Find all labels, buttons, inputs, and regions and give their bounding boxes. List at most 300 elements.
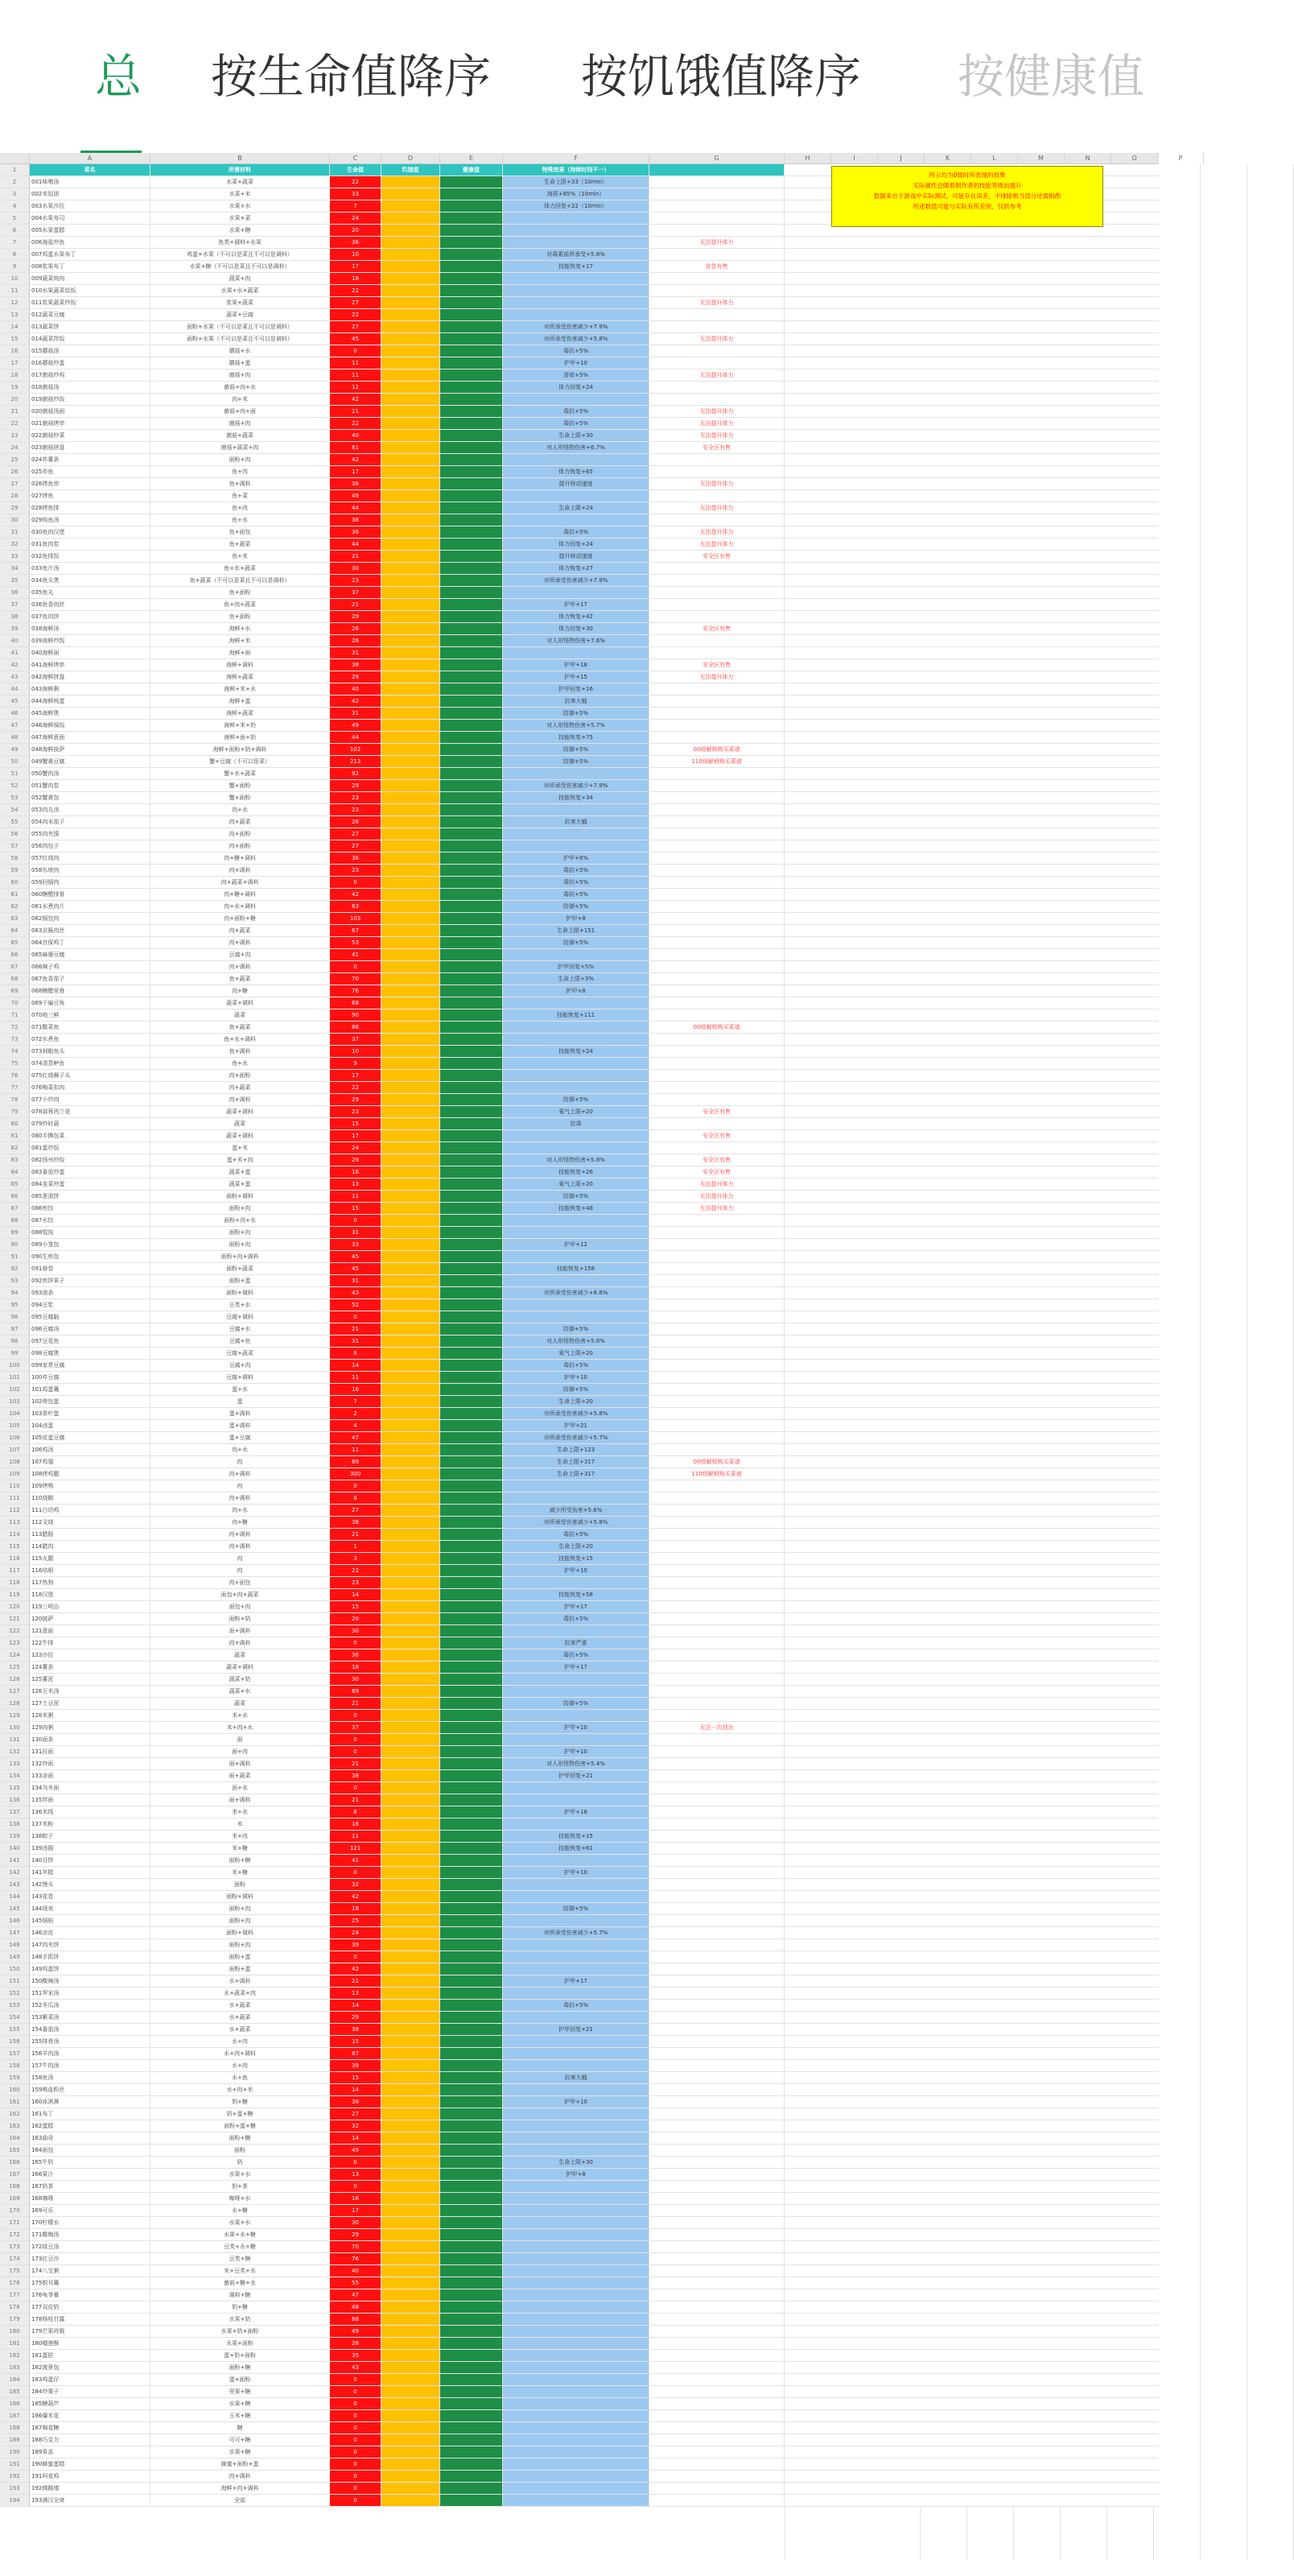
hunger-cell[interactable] xyxy=(381,1118,440,1130)
row-number[interactable]: 182 xyxy=(0,2350,30,2362)
dish-name-cell[interactable]: 174八宝粥 xyxy=(30,2265,150,2277)
health-cell[interactable] xyxy=(440,2096,503,2108)
row-number[interactable]: 83 xyxy=(0,1154,30,1166)
note-cell[interactable] xyxy=(649,1625,785,1637)
row-number[interactable]: 11 xyxy=(0,285,30,297)
dish-name-cell[interactable]: 072水煮鱼 xyxy=(30,1034,150,1046)
dish-name-cell[interactable]: 005水果蛋糕 xyxy=(30,225,150,237)
hp-cell[interactable]: 0 xyxy=(330,2434,381,2446)
hunger-cell[interactable] xyxy=(381,792,440,804)
note-cell[interactable]: 无法提升体力 xyxy=(649,297,785,309)
health-cell[interactable] xyxy=(440,454,503,466)
hp-cell[interactable]: 0 xyxy=(330,2446,381,2458)
note-cell[interactable] xyxy=(649,1263,785,1275)
ingredients-cell[interactable]: 水果+水 xyxy=(150,200,330,213)
row-number[interactable]: 48 xyxy=(0,732,30,744)
ingredients-cell[interactable]: 海鲜+米 xyxy=(150,635,330,647)
empty-cell[interactable] xyxy=(785,1794,1159,1806)
effect-cell[interactable] xyxy=(503,1855,649,1867)
hp-cell[interactable]: 31 xyxy=(330,647,381,659)
empty-cell[interactable] xyxy=(785,683,1159,696)
ingredients-cell[interactable]: 菌菇+肉 xyxy=(150,418,330,430)
hp-cell[interactable]: 24 xyxy=(330,1142,381,1154)
row-number[interactable]: 90 xyxy=(0,1239,30,1251)
hunger-cell[interactable] xyxy=(381,2193,440,2205)
note-cell[interactable]: 无法提升体力 xyxy=(649,237,785,249)
note-cell[interactable] xyxy=(649,792,785,804)
ingredients-cell[interactable]: 水果+菜 xyxy=(150,213,330,225)
effect-cell[interactable]: 对所承受伤害减少+7.9% xyxy=(503,575,649,587)
empty-cell[interactable] xyxy=(785,2362,1159,2374)
effect-cell[interactable]: 防御+5% xyxy=(503,1384,649,1396)
row-number[interactable]: 117 xyxy=(0,1565,30,1577)
empty-cell[interactable] xyxy=(785,1166,1159,1179)
hp-cell[interactable]: 45 xyxy=(330,333,381,345)
hp-cell[interactable]: 76 xyxy=(330,985,381,997)
note-cell[interactable] xyxy=(649,587,785,599)
empty-cell[interactable] xyxy=(785,2024,1159,2036)
empty-cell[interactable] xyxy=(785,973,1159,985)
ingredients-cell[interactable]: 面粉+肉 xyxy=(150,1939,330,1951)
hunger-cell[interactable] xyxy=(381,2483,440,2495)
dish-name-cell[interactable]: 083番茄炒蛋 xyxy=(30,1166,150,1179)
effect-cell[interactable]: 体力恢复+27 xyxy=(503,563,649,575)
note-cell[interactable] xyxy=(649,309,785,321)
ingredients-cell[interactable]: 蔬菜+肉 xyxy=(150,273,330,285)
dish-name-cell[interactable]: 053肉丸汤 xyxy=(30,804,150,816)
dish-name-cell[interactable]: 110烧鹅 xyxy=(30,1492,150,1505)
hp-cell[interactable]: 43 xyxy=(330,2362,381,2374)
hunger-cell[interactable] xyxy=(381,2422,440,2434)
column-letter[interactable]: A xyxy=(30,153,150,164)
hp-cell[interactable]: 47 xyxy=(330,1432,381,1444)
ingredients-cell[interactable]: 蛋+面粉 xyxy=(150,2374,330,2386)
ingredients-cell[interactable]: 蔬菜+豆腐 xyxy=(150,309,330,321)
column-letter[interactable]: J xyxy=(878,153,925,164)
row-number[interactable]: 136 xyxy=(0,1794,30,1806)
note-cell[interactable] xyxy=(649,2193,785,2205)
row-number[interactable]: 179 xyxy=(0,2314,30,2326)
hp-cell[interactable]: 0 xyxy=(330,345,381,357)
hp-cell[interactable]: 21 xyxy=(330,1698,381,1710)
hp-cell[interactable]: 27 xyxy=(330,828,381,840)
effect-cell[interactable] xyxy=(503,2229,649,2241)
note-cell[interactable] xyxy=(649,382,785,394)
health-cell[interactable] xyxy=(440,502,503,514)
effect-cell[interactable]: 体力回复+30 xyxy=(503,623,649,635)
dish-name-cell[interactable]: 006海盐炒鱼 xyxy=(30,237,150,249)
effect-cell[interactable]: 防御+5% xyxy=(503,708,649,720)
note-cell[interactable] xyxy=(649,2338,785,2350)
hp-cell[interactable]: 39 xyxy=(330,1939,381,1951)
note-cell[interactable] xyxy=(649,683,785,696)
empty-cell[interactable] xyxy=(785,1903,1159,1915)
effect-cell[interactable]: 生命上限+3% xyxy=(503,973,649,985)
empty-cell[interactable] xyxy=(785,2084,1159,2096)
ingredients-cell[interactable]: 蜂蜜+面粉+蛋 xyxy=(150,2458,330,2471)
empty-cell[interactable] xyxy=(785,611,1159,623)
hp-cell[interactable]: 29 xyxy=(330,1094,381,1106)
dish-name-cell[interactable]: 013蔬菜饼 xyxy=(30,321,150,333)
ingredients-cell[interactable]: 肉+水 xyxy=(150,1444,330,1456)
dish-name-cell[interactable]: 109烤鸭 xyxy=(30,1480,150,1492)
health-cell[interactable] xyxy=(440,1444,503,1456)
effect-cell[interactable]: 体力恢复+65 xyxy=(503,466,649,478)
hunger-cell[interactable] xyxy=(381,261,440,273)
health-cell[interactable] xyxy=(440,804,503,816)
note-cell[interactable] xyxy=(649,2241,785,2253)
hunger-cell[interactable] xyxy=(381,2471,440,2483)
effect-cell[interactable]: 毒抗+5% xyxy=(503,406,649,418)
empty-cell[interactable] xyxy=(785,1517,1159,1529)
ingredients-cell[interactable]: 水果+水+蔬菜 xyxy=(150,285,330,297)
ingredients-cell[interactable]: 所需材料 xyxy=(150,164,330,176)
health-cell[interactable]: 健康值 xyxy=(440,164,503,176)
note-cell[interactable] xyxy=(649,828,785,840)
dish-name-cell[interactable]: 133凉面 xyxy=(30,1770,150,1782)
health-cell[interactable] xyxy=(440,985,503,997)
empty-cell[interactable] xyxy=(785,1058,1159,1070)
empty-cell[interactable] xyxy=(785,1951,1159,1963)
row-number[interactable]: 18 xyxy=(0,369,30,382)
hp-cell[interactable]: 22 xyxy=(330,1082,381,1094)
health-cell[interactable] xyxy=(440,2277,503,2289)
row-number[interactable]: 115 xyxy=(0,1541,30,1553)
dish-name-cell[interactable]: 182菠萝包 xyxy=(30,2362,150,2374)
ingredients-cell[interactable]: 面粉+肉 xyxy=(150,1903,330,1915)
note-cell[interactable]: 110级解锁购买菜谱 xyxy=(649,1468,785,1480)
ingredients-cell[interactable]: 海鲜+蔬菜 xyxy=(150,671,330,683)
note-cell[interactable] xyxy=(649,1505,785,1517)
effect-cell[interactable] xyxy=(503,1710,649,1722)
empty-cell[interactable] xyxy=(785,1553,1159,1565)
ingredients-cell[interactable]: 蟹+面粉 xyxy=(150,780,330,792)
health-cell[interactable] xyxy=(440,1094,503,1106)
row-number[interactable]: 155 xyxy=(0,2024,30,2036)
hunger-cell[interactable] xyxy=(381,1444,440,1456)
health-cell[interactable] xyxy=(440,273,503,285)
hp-cell[interactable]: 1 xyxy=(330,1541,381,1553)
ingredients-cell[interactable]: 鱼+调料 xyxy=(150,478,330,490)
note-cell[interactable] xyxy=(649,1480,785,1492)
hp-cell[interactable]: 26 xyxy=(330,623,381,635)
health-cell[interactable] xyxy=(440,213,503,225)
ingredients-cell[interactable]: 水+蔬菜 xyxy=(150,2024,330,2036)
dish-name-cell[interactable]: 191叫花鸡 xyxy=(30,2471,150,2483)
effect-cell[interactable] xyxy=(503,2374,649,2386)
row-number[interactable]: 53 xyxy=(0,792,30,804)
hp-cell[interactable]: 16 xyxy=(330,1818,381,1831)
hunger-cell[interactable] xyxy=(381,382,440,394)
effect-cell[interactable]: 食欲+5% xyxy=(503,369,649,382)
health-cell[interactable] xyxy=(440,1022,503,1034)
effect-cell[interactable]: 体力回复+24 xyxy=(503,382,649,394)
ingredients-cell[interactable]: 蔬菜 xyxy=(150,1118,330,1130)
effect-cell[interactable]: 氧气上限+20 xyxy=(503,1348,649,1360)
health-cell[interactable] xyxy=(440,526,503,539)
health-cell[interactable] xyxy=(440,949,503,961)
note-cell[interactable] xyxy=(649,1058,785,1070)
health-cell[interactable] xyxy=(440,200,503,213)
dish-name-cell[interactable]: 048海鲜披萨 xyxy=(30,744,150,756)
empty-cell[interactable] xyxy=(785,2301,1159,2314)
ingredients-cell[interactable]: 米+糖 xyxy=(150,1867,330,1879)
row-number[interactable]: 77 xyxy=(0,1082,30,1094)
row-number[interactable]: 170 xyxy=(0,2205,30,2217)
ingredients-cell[interactable]: 水+蔬菜 xyxy=(150,2000,330,2012)
health-cell[interactable] xyxy=(440,249,503,261)
health-cell[interactable] xyxy=(440,1589,503,1601)
hp-cell[interactable]: 12 xyxy=(330,382,381,394)
effect-cell[interactable] xyxy=(503,949,649,961)
row-number[interactable]: 114 xyxy=(0,1529,30,1541)
health-cell[interactable] xyxy=(440,2338,503,2350)
ingredients-cell[interactable]: 全部 xyxy=(150,2495,330,2507)
hp-cell[interactable]: 7 xyxy=(330,200,381,213)
note-cell[interactable] xyxy=(649,1601,785,1613)
empty-cell[interactable] xyxy=(785,623,1159,635)
hunger-cell[interactable] xyxy=(381,1420,440,1432)
ingredients-cell[interactable]: 肉+面粉 xyxy=(150,828,330,840)
effect-cell[interactable] xyxy=(503,2132,649,2145)
dish-name-cell[interactable]: 144烧卖 xyxy=(30,1903,150,1915)
dish-name-cell[interactable]: 142馒头 xyxy=(30,1879,150,1891)
hp-cell[interactable]: 87 xyxy=(330,2048,381,2060)
hunger-cell[interactable] xyxy=(381,2374,440,2386)
dish-name-cell[interactable]: 027烤鱼 xyxy=(30,490,150,502)
effect-cell[interactable]: 生命上限+20 xyxy=(503,1541,649,1553)
row-number[interactable]: 141 xyxy=(0,1855,30,1867)
health-cell[interactable] xyxy=(440,2434,503,2446)
empty-cell[interactable] xyxy=(785,285,1159,297)
hp-cell[interactable]: 44 xyxy=(330,539,381,551)
hp-cell[interactable]: 14 xyxy=(330,2000,381,2012)
hp-cell[interactable]: 8 xyxy=(330,1492,381,1505)
note-cell[interactable] xyxy=(649,2483,785,2495)
note-cell[interactable] xyxy=(649,1698,785,1710)
hunger-cell[interactable] xyxy=(381,2132,440,2145)
effect-cell[interactable]: 护甲+17 xyxy=(503,1662,649,1674)
empty-cell[interactable] xyxy=(785,345,1159,357)
dish-name-cell[interactable]: 101鸡蛋羹 xyxy=(30,1384,150,1396)
effect-cell[interactable] xyxy=(503,828,649,840)
hunger-cell[interactable] xyxy=(381,611,440,623)
hp-cell[interactable]: 55 xyxy=(330,2277,381,2289)
tab-sort-by-health[interactable]: 按健康值 xyxy=(958,49,1145,104)
dish-name-cell[interactable]: 184炒栗子 xyxy=(30,2386,150,2398)
row-number[interactable]: 169 xyxy=(0,2193,30,2205)
health-cell[interactable] xyxy=(440,2422,503,2434)
hunger-cell[interactable] xyxy=(381,249,440,261)
dish-name-cell[interactable]: 106鸡汤 xyxy=(30,1444,150,1456)
dish-name-cell[interactable]: 128米粥 xyxy=(30,1710,150,1722)
empty-cell[interactable] xyxy=(785,1323,1159,1335)
health-cell[interactable] xyxy=(440,1384,503,1396)
health-cell[interactable] xyxy=(440,901,503,913)
health-cell[interactable] xyxy=(440,1649,503,1662)
ingredients-cell[interactable]: 肉+调料 xyxy=(150,865,330,877)
dish-name-cell[interactable]: 179芒果班戟 xyxy=(30,2326,150,2338)
row-number[interactable]: 81 xyxy=(0,1130,30,1142)
ingredients-cell[interactable]: 水果+糖 xyxy=(150,2446,330,2458)
row-number[interactable]: 98 xyxy=(0,1335,30,1348)
hp-cell[interactable]: 0 xyxy=(330,961,381,973)
hp-cell[interactable]: 0 xyxy=(330,1480,381,1492)
hp-cell[interactable]: 42 xyxy=(330,1891,381,1903)
effect-cell[interactable]: 技能恢复+75 xyxy=(503,732,649,744)
health-cell[interactable] xyxy=(440,345,503,357)
effect-cell[interactable] xyxy=(503,2338,649,2350)
hunger-cell[interactable] xyxy=(381,2362,440,2374)
ingredients-cell[interactable]: 水+肉+米 xyxy=(150,2084,330,2096)
effect-cell[interactable]: 对人形怪物伤害+5.6% xyxy=(503,1335,649,1348)
row-number[interactable]: 120 xyxy=(0,1601,30,1613)
hunger-cell[interactable] xyxy=(381,2410,440,2422)
effect-cell[interactable]: 对人形怪物伤害+6.7% xyxy=(503,442,649,454)
hunger-cell[interactable] xyxy=(381,1034,440,1046)
health-cell[interactable] xyxy=(440,1963,503,1975)
effect-cell[interactable]: 对所承受伤害减少+5.7% xyxy=(503,1432,649,1444)
effect-cell[interactable]: 生命上限+151 xyxy=(503,925,649,937)
hp-cell[interactable]: 36 xyxy=(330,526,381,539)
empty-cell[interactable] xyxy=(785,901,1159,913)
ingredients-cell[interactable]: 鱼+水+蔬菜 xyxy=(150,563,330,575)
row-number[interactable]: 8 xyxy=(0,249,30,261)
dish-name-cell[interactable]: 079炒时蔬 xyxy=(30,1118,150,1130)
hunger-cell[interactable] xyxy=(381,2458,440,2471)
dish-name-cell[interactable]: 052蟹黄包 xyxy=(30,792,150,804)
hunger-cell[interactable] xyxy=(381,659,440,671)
row-number[interactable]: 163 xyxy=(0,2120,30,2132)
health-cell[interactable] xyxy=(440,1191,503,1203)
row-number[interactable]: 40 xyxy=(0,635,30,647)
health-cell[interactable] xyxy=(440,2048,503,2060)
ingredients-cell[interactable]: 肉+糖 xyxy=(150,1517,330,1529)
hp-cell[interactable]: 14 xyxy=(330,1360,381,1372)
dish-name-cell[interactable]: 125薯泥 xyxy=(30,1674,150,1686)
note-cell[interactable] xyxy=(649,1831,785,1843)
effect-cell[interactable] xyxy=(503,1070,649,1082)
hunger-cell[interactable] xyxy=(381,732,440,744)
hunger-cell[interactable] xyxy=(381,2060,440,2072)
health-cell[interactable] xyxy=(440,1106,503,1118)
health-cell[interactable] xyxy=(440,696,503,708)
effect-cell[interactable]: 对所承受伤害减少+7.9% xyxy=(503,321,649,333)
row-number[interactable]: 147 xyxy=(0,1927,30,1939)
empty-cell[interactable] xyxy=(785,321,1159,333)
ingredients-cell[interactable]: 菌菇+蔬菜 xyxy=(150,430,330,442)
effect-cell[interactable]: 护甲+17 xyxy=(503,599,649,611)
hunger-cell[interactable] xyxy=(381,1686,440,1698)
note-cell[interactable] xyxy=(649,1348,785,1360)
row-number[interactable]: 129 xyxy=(0,1710,30,1722)
row-number[interactable]: 45 xyxy=(0,696,30,708)
dish-name-cell[interactable]: 040海鲜面 xyxy=(30,647,150,659)
hunger-cell[interactable] xyxy=(381,526,440,539)
dish-name-cell[interactable]: 036鱼香肉丝 xyxy=(30,599,150,611)
empty-cell[interactable] xyxy=(785,1408,1159,1420)
empty-cell[interactable] xyxy=(785,768,1159,780)
ingredients-cell[interactable]: 豆腐+肉 xyxy=(150,1360,330,1372)
row-number[interactable]: 190 xyxy=(0,2446,30,2458)
empty-cell[interactable] xyxy=(785,2458,1159,2471)
hp-cell[interactable]: 31 xyxy=(330,1335,381,1348)
dish-name-cell[interactable]: 123沙拉 xyxy=(30,1649,150,1662)
hp-cell[interactable]: 33 xyxy=(330,1239,381,1251)
health-cell[interactable] xyxy=(440,2205,503,2217)
effect-cell[interactable]: 毒抗+5% xyxy=(503,1360,649,1372)
effect-cell[interactable]: 护甲+10 xyxy=(503,1867,649,1879)
health-cell[interactable] xyxy=(440,188,503,200)
hp-cell[interactable]: 37 xyxy=(330,1722,381,1734)
hp-cell[interactable]: 0 xyxy=(330,2471,381,2483)
ingredients-cell[interactable]: 水菜+米 xyxy=(150,188,330,200)
row-number[interactable]: 9 xyxy=(0,261,30,273)
ingredients-cell[interactable]: 蟹+面粉 xyxy=(150,792,330,804)
note-cell[interactable] xyxy=(649,1311,785,1323)
ingredients-cell[interactable]: 面粉+肉 xyxy=(150,454,330,466)
row-number[interactable]: 96 xyxy=(0,1311,30,1323)
health-cell[interactable] xyxy=(440,1662,503,1674)
health-cell[interactable] xyxy=(440,865,503,877)
note-cell[interactable] xyxy=(649,1915,785,1927)
health-cell[interactable] xyxy=(440,1082,503,1094)
effect-cell[interactable] xyxy=(503,1915,649,1927)
health-cell[interactable] xyxy=(440,1637,503,1649)
health-cell[interactable] xyxy=(440,1625,503,1637)
empty-cell[interactable] xyxy=(785,1480,1159,1492)
hp-cell[interactable]: 42 xyxy=(330,696,381,708)
dish-name-cell[interactable]: 033鱼片汤 xyxy=(30,563,150,575)
note-cell[interactable] xyxy=(649,732,785,744)
ingredients-cell[interactable]: 肉+糖+调料 xyxy=(150,852,330,865)
health-cell[interactable] xyxy=(440,1396,503,1408)
dish-name-cell[interactable]: 041海鲜烤串 xyxy=(30,659,150,671)
dish-name-cell[interactable]: 089小笼包 xyxy=(30,1239,150,1251)
note-cell[interactable] xyxy=(649,2048,785,2060)
ingredients-cell[interactable]: 蛋+奶+面粉 xyxy=(150,2350,330,2362)
effect-cell[interactable] xyxy=(503,2145,649,2157)
health-cell[interactable] xyxy=(440,635,503,647)
row-number[interactable]: 15 xyxy=(0,333,30,345)
empty-cell[interactable] xyxy=(785,1601,1159,1613)
health-cell[interactable] xyxy=(440,1408,503,1420)
effect-cell[interactable]: 体力恢复+42 xyxy=(503,611,649,623)
dish-name-cell[interactable]: 152冬瓜汤 xyxy=(30,2000,150,2012)
note-cell[interactable] xyxy=(649,2398,785,2410)
health-cell[interactable] xyxy=(440,732,503,744)
note-cell[interactable] xyxy=(649,2000,785,2012)
hp-cell[interactable]: 11 xyxy=(330,1191,381,1203)
empty-cell[interactable] xyxy=(785,925,1159,937)
hp-cell[interactable]: 0 xyxy=(330,2458,381,2471)
health-cell[interactable] xyxy=(440,1698,503,1710)
hunger-cell[interactable] xyxy=(381,478,440,490)
effect-cell[interactable]: 护甲+10 xyxy=(503,1722,649,1734)
hp-cell[interactable]: 32 xyxy=(330,1879,381,1891)
ingredients-cell[interactable]: 面粉+肉 xyxy=(150,1227,330,1239)
hunger-cell[interactable] xyxy=(381,1674,440,1686)
ingredients-cell[interactable]: 豆类+糖 xyxy=(150,2253,330,2265)
hunger-cell[interactable] xyxy=(381,297,440,309)
effect-cell[interactable] xyxy=(503,2483,649,2495)
row-number[interactable]: 134 xyxy=(0,1770,30,1782)
hunger-cell[interactable] xyxy=(381,1529,440,1541)
hunger-cell[interactable] xyxy=(381,1818,440,1831)
note-cell[interactable] xyxy=(649,816,785,828)
dish-name-cell[interactable]: 062锅包肉 xyxy=(30,913,150,925)
hp-cell[interactable]: 28 xyxy=(330,816,381,828)
